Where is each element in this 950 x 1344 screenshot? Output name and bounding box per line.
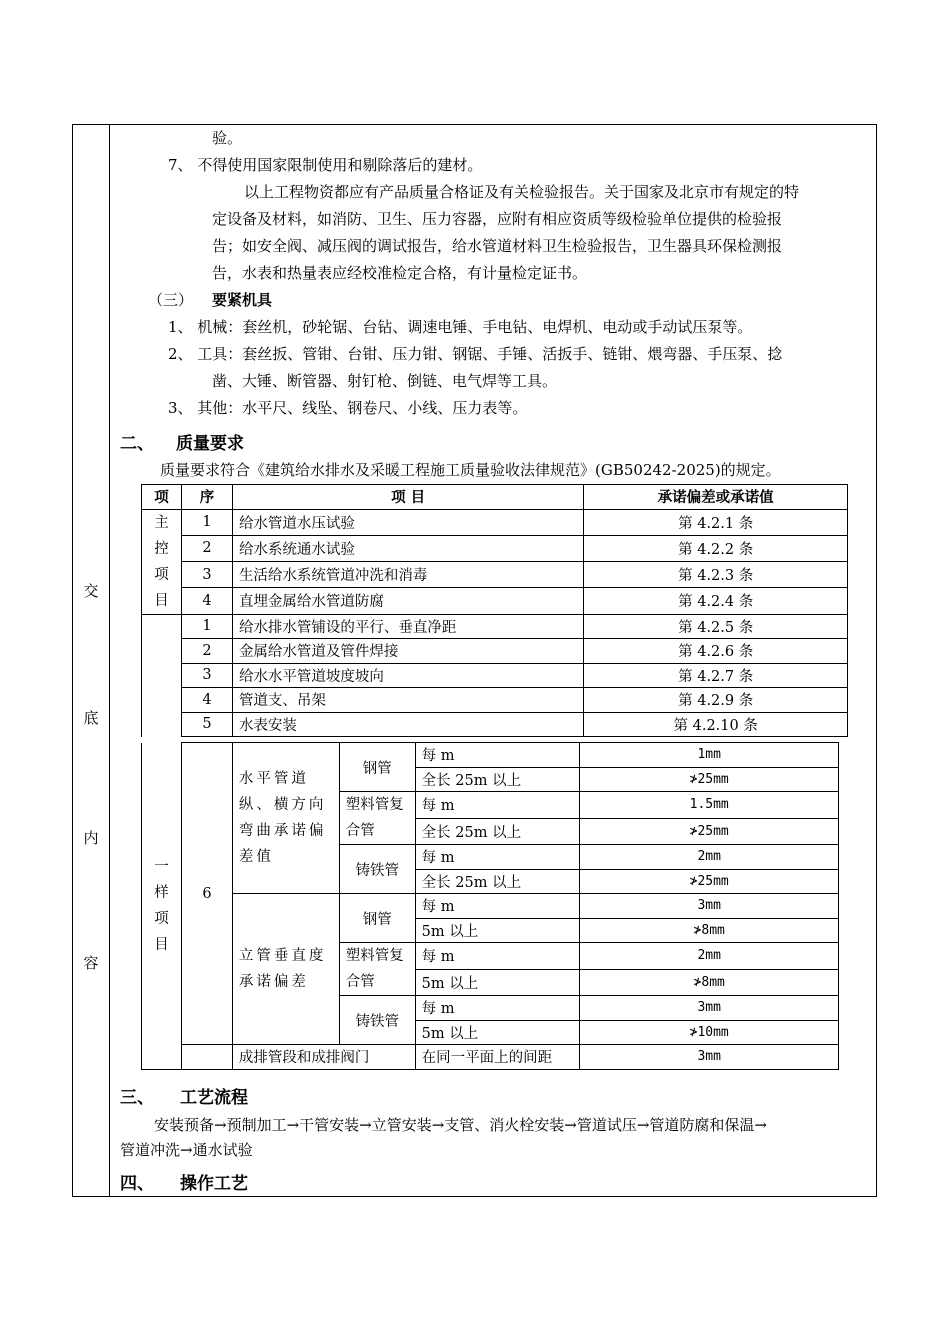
- condition-cell: 每 m: [415, 792, 580, 819]
- row-item: 给水系统通水试验: [232, 535, 583, 561]
- general-group-spacer: [142, 712, 182, 737]
- value-cell: 3mm: [580, 894, 839, 919]
- condition-cell: 全长 25m 以上: [415, 818, 580, 845]
- row-item: 管道支、吊架: [232, 688, 583, 713]
- row-item: 直埋金属给水管道防腐: [232, 588, 583, 614]
- value-cell: 2mm: [580, 943, 839, 970]
- header-cell: 承诺偏差或承诺值: [584, 485, 848, 510]
- quality-heading-num: 二、: [120, 434, 154, 454]
- process-heading: 工艺流程: [180, 1088, 248, 1108]
- tools-item: 2、 工具：套丝扳、管钳、台钳、压力钳、钢锯、手锤、活扳手、链钳、煨弯器、手压泵、捻: [168, 345, 783, 363]
- condition-cell: 全长 25m 以上: [415, 767, 580, 792]
- condition-cell: 5m 以上: [415, 969, 580, 996]
- intro-line: 验。: [212, 129, 243, 147]
- table-header-row: [142, 485, 848, 510]
- row-value: 第 4.2.4 条: [584, 588, 848, 614]
- left-label-char: 容: [83, 954, 99, 972]
- row-no: 1: [181, 614, 232, 639]
- table-row: [142, 588, 848, 614]
- material-steel: 钢管: [339, 894, 415, 943]
- row-no: 2: [181, 535, 232, 561]
- process-heading-num: 三、: [120, 1088, 154, 1108]
- row-no: 2: [181, 639, 232, 664]
- value-cell: ≯25mm: [580, 818, 839, 845]
- left-label-char: 底: [83, 709, 99, 727]
- left-label-char: 交: [83, 582, 99, 600]
- row-no: 4: [181, 688, 232, 713]
- table-row: [142, 614, 848, 639]
- header-cell: 序: [181, 485, 232, 510]
- value-cell: 3mm: [580, 996, 839, 1021]
- value-cell: ≯25mm: [580, 767, 839, 792]
- row-value: 第 4.2.2 条: [584, 535, 848, 561]
- value-cell: 1.5mm: [580, 792, 839, 819]
- row-value: 第 4.2.10 条: [584, 712, 848, 737]
- main-group-label: 主控项目: [142, 509, 182, 614]
- intro-para-line: 告，水表和热量表应经校准检定合格，有计量检定证书。: [212, 264, 588, 282]
- condition-cell: 每 m: [415, 943, 580, 970]
- row-no-6: 6: [181, 743, 232, 1045]
- row-no: 3: [181, 562, 232, 588]
- general-group-label: 一样项目: [142, 743, 182, 1070]
- table-row: [142, 639, 848, 664]
- table-row: [142, 663, 848, 688]
- condition-cell: 每 m: [415, 845, 580, 870]
- quality-heading: 质量要求: [176, 434, 244, 454]
- tools-item: 3、 其他：水平尺、线坠、钢卷尺、小线、压力表等。: [168, 399, 528, 417]
- value-cell: ≯10mm: [580, 1020, 839, 1045]
- material-plastic: 塑料管复合管: [339, 792, 415, 845]
- quality-table-bottom: [141, 742, 839, 1070]
- condition-cell: 每 m: [415, 996, 580, 1021]
- value-cell: 1mm: [580, 743, 839, 768]
- general-group-spacer: [142, 688, 182, 713]
- row-item: 生活给水系统管道冲洗和消毒: [232, 562, 583, 588]
- intro-item-7: 7、 不得使用国家限制使用和剔除落后的建材。: [168, 156, 483, 174]
- row-no: 5: [181, 712, 232, 737]
- row-value: 第 4.2.1 条: [584, 509, 848, 535]
- tools-heading: 要紧机具: [212, 291, 273, 309]
- value-cell: ≯8mm: [580, 969, 839, 996]
- operation-heading: 操作工艺: [180, 1174, 248, 1194]
- table-row: [142, 894, 839, 919]
- header-cell: 项 目: [232, 485, 583, 510]
- table-row: [142, 562, 848, 588]
- header-cell: 项: [142, 485, 182, 510]
- vertical-deviation-label: 立管垂直度承诺偏差: [232, 894, 339, 1045]
- process-line: 管道冲洗→通水试验: [120, 1141, 253, 1159]
- row-item: 成排管段和成排阀门: [232, 1045, 415, 1070]
- row-item: 给水水平管道坡度坡向: [232, 663, 583, 688]
- value-cell: ≯8mm: [580, 918, 839, 943]
- row-no: 1: [181, 509, 232, 535]
- table-row: [142, 1045, 839, 1070]
- value-cell: ≯25mm: [580, 869, 839, 894]
- tools-heading-num: （三）: [148, 291, 194, 309]
- condition-cell: 全长 25m 以上: [415, 869, 580, 894]
- operation-heading-num: 四、: [120, 1174, 154, 1194]
- table-row: [142, 509, 848, 535]
- condition-cell: 5m 以上: [415, 1020, 580, 1045]
- value-cell: 3mm: [580, 1045, 839, 1070]
- process-line: 安装预备→预制加工→干管安装→立管安装→支管、消火栓安装→管道试压→管道防腐和保温→: [154, 1116, 767, 1134]
- general-group-spacer: [142, 639, 182, 664]
- row-value: 第 4.2.5 条: [584, 614, 848, 639]
- condition-cell: 每 m: [415, 894, 580, 919]
- general-group-spacer: [142, 614, 182, 639]
- row-item: 水表安装: [232, 712, 583, 737]
- horizontal-deviation-label: 水平管道纵、横方向弯曲承诺偏差值: [232, 743, 339, 894]
- row-value: 第 4.2.7 条: [584, 663, 848, 688]
- table-row: [142, 743, 839, 768]
- row-item: 金属给水管道及管件焊接: [232, 639, 583, 664]
- tools-item: 1、 机械：套丝机，砂轮锯、台钻、调速电锤、手电钻、电焊机、电动或手动试压泵等。: [168, 318, 753, 336]
- row-value: 第 4.2.3 条: [584, 562, 848, 588]
- row-value: 第 4.2.6 条: [584, 639, 848, 664]
- material-plastic: 塑料管复合管: [339, 943, 415, 996]
- material-iron: 铸铁管: [339, 845, 415, 894]
- row-no: 4: [181, 588, 232, 614]
- row-value: 第 4.2.9 条: [584, 688, 848, 713]
- quality-description: 质量要求符合《建筑给水排水及采暖工程施工质量验收法律规范》(GB50242-2025)的规定。: [160, 461, 781, 479]
- material-steel: 钢管: [339, 743, 415, 792]
- condition-cell: 在同一平面上的间距: [415, 1045, 580, 1070]
- table-row: [142, 535, 848, 561]
- row-no: 3: [181, 663, 232, 688]
- left-label-char: 内: [83, 829, 99, 847]
- left-label-column: [72, 124, 110, 1197]
- row-item: 给水排水管铺设的平行、垂直净距: [232, 614, 583, 639]
- intro-para-line: 定设备及材料，如消防、卫生、压力容器，应附有相应资质等级检验单位提供的检验报: [212, 210, 783, 228]
- empty-cell: [181, 1045, 232, 1070]
- condition-cell: 每 m: [415, 743, 580, 768]
- tools-item: 凿、大锤、断管器、射钉枪、倒链、电气焊等工具。: [212, 372, 558, 390]
- condition-cell: 5m 以上: [415, 918, 580, 943]
- quality-table-top: [141, 484, 848, 737]
- intro-para-line: 以上工程物资都应有产品质量合格证及有关检验报告。关于国家及北京市有规定的特: [244, 183, 800, 201]
- value-cell: 2mm: [580, 845, 839, 870]
- general-group-spacer: [142, 663, 182, 688]
- table-row: [142, 688, 848, 713]
- material-iron: 铸铁管: [339, 996, 415, 1045]
- table-row: [142, 712, 848, 737]
- intro-para-line: 告；如安全阀、减压阀的调试报告，给水管道材料卫生检验报告，卫生器具环保检测报: [212, 237, 783, 255]
- row-item: 给水管道水压试验: [232, 509, 583, 535]
